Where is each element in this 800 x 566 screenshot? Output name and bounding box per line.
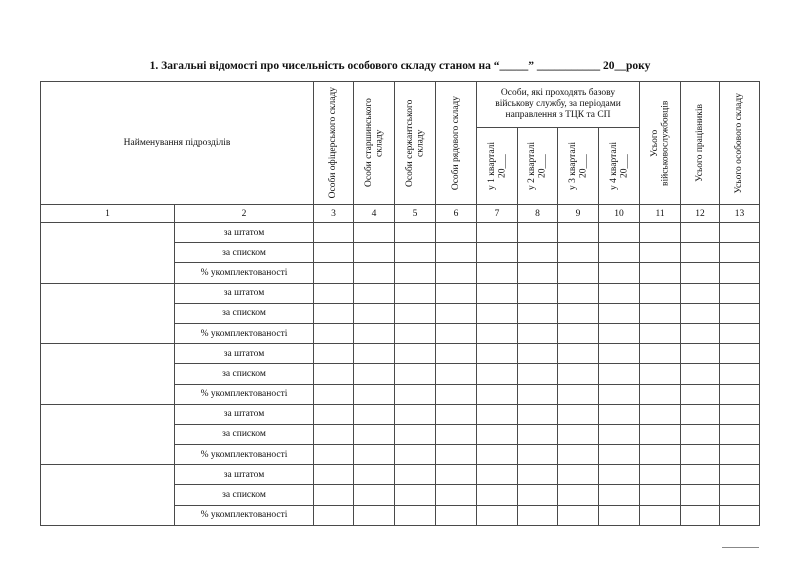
- value-cell[interactable]: [354, 303, 395, 323]
- value-cell[interactable]: [314, 384, 354, 404]
- value-cell[interactable]: [477, 323, 518, 343]
- value-cell[interactable]: [681, 445, 720, 465]
- row-label-list: за списком: [175, 485, 314, 505]
- value-cell[interactable]: [436, 283, 477, 303]
- value-cell[interactable]: [518, 505, 558, 525]
- table-row: [41, 465, 760, 485]
- value-cell[interactable]: [720, 404, 760, 424]
- value-cell[interactable]: [477, 223, 518, 243]
- value-cell[interactable]: [518, 263, 558, 283]
- value-cell[interactable]: [599, 243, 640, 263]
- column-number: 11: [640, 205, 681, 223]
- value-cell[interactable]: [640, 445, 681, 465]
- value-cell[interactable]: [314, 465, 354, 485]
- value-cell[interactable]: [681, 323, 720, 343]
- value-cell[interactable]: [599, 465, 640, 485]
- table-row: [41, 344, 760, 364]
- value-cell[interactable]: [558, 445, 599, 465]
- value-cell[interactable]: [558, 364, 599, 384]
- value-cell[interactable]: [314, 505, 354, 525]
- row-label-completeness: % укомплектованості: [175, 323, 314, 343]
- value-cell[interactable]: [477, 303, 518, 323]
- value-cell[interactable]: [518, 303, 558, 323]
- value-cell[interactable]: [558, 344, 599, 364]
- value-cell[interactable]: [640, 465, 681, 485]
- value-cell[interactable]: [558, 404, 599, 424]
- header-q4-label: у 4 кварталі 20___: [608, 142, 630, 191]
- value-cell[interactable]: [599, 323, 640, 343]
- value-cell[interactable]: [436, 404, 477, 424]
- value-cell[interactable]: [518, 445, 558, 465]
- header-q3-label: у 3 кварталі 20___: [567, 142, 589, 191]
- header-units-name: [41, 82, 314, 205]
- value-cell[interactable]: [518, 323, 558, 343]
- value-cell[interactable]: [395, 485, 436, 505]
- value-cell[interactable]: [599, 303, 640, 323]
- header-officers: [314, 82, 354, 205]
- row-label-staff: за штатом: [175, 404, 314, 424]
- value-cell[interactable]: [354, 505, 395, 525]
- header-sergeants-label: Особи сержантського складу: [404, 99, 426, 187]
- row-label-staff: за штатом: [175, 465, 314, 485]
- value-cell[interactable]: [640, 404, 681, 424]
- value-cell[interactable]: [314, 404, 354, 424]
- value-cell[interactable]: [640, 384, 681, 404]
- value-cell[interactable]: [681, 485, 720, 505]
- value-cell[interactable]: [436, 223, 477, 243]
- header-q1: [477, 128, 518, 205]
- value-cell[interactable]: [681, 364, 720, 384]
- header-total-military-label: Усього військовослужбовців: [649, 100, 671, 186]
- value-cell[interactable]: [599, 384, 640, 404]
- value-cell[interactable]: [436, 424, 477, 444]
- column-number: 2: [175, 205, 314, 223]
- value-cell[interactable]: [395, 445, 436, 465]
- value-cell[interactable]: [395, 223, 436, 243]
- column-number: 3: [314, 205, 354, 223]
- value-cell[interactable]: [640, 485, 681, 505]
- value-cell[interactable]: [477, 263, 518, 283]
- header-basic-service-group: [477, 82, 640, 128]
- value-cell[interactable]: [681, 303, 720, 323]
- value-cell[interactable]: [558, 485, 599, 505]
- value-cell[interactable]: [436, 344, 477, 364]
- value-cell[interactable]: [720, 465, 760, 485]
- column-number-row: [41, 205, 760, 223]
- value-cell[interactable]: [314, 283, 354, 303]
- value-cell[interactable]: [395, 364, 436, 384]
- value-cell[interactable]: [477, 505, 518, 525]
- value-cell[interactable]: [640, 303, 681, 323]
- column-number: 13: [720, 205, 760, 223]
- value-cell[interactable]: [395, 344, 436, 364]
- value-cell[interactable]: [518, 344, 558, 364]
- value-cell[interactable]: [354, 323, 395, 343]
- value-cell[interactable]: [720, 323, 760, 343]
- value-cell[interactable]: [395, 263, 436, 283]
- value-cell[interactable]: [314, 303, 354, 323]
- value-cell[interactable]: [558, 263, 599, 283]
- value-cell[interactable]: [599, 445, 640, 465]
- value-cell[interactable]: [477, 424, 518, 444]
- value-cell[interactable]: [354, 445, 395, 465]
- column-number: 12: [681, 205, 720, 223]
- value-cell[interactable]: [436, 323, 477, 343]
- value-cell[interactable]: [681, 223, 720, 243]
- value-cell[interactable]: [436, 465, 477, 485]
- header-total-personnel: [720, 82, 760, 205]
- value-cell[interactable]: [518, 404, 558, 424]
- header-sergeant-major-label: Особи старшинського складу: [363, 98, 385, 188]
- value-cell[interactable]: [436, 384, 477, 404]
- value-cell[interactable]: [395, 404, 436, 424]
- row-label-staff: за штатом: [175, 344, 314, 364]
- row-label-completeness: % укомплектованості: [175, 505, 314, 525]
- header-total-military: [640, 82, 681, 205]
- value-cell[interactable]: [599, 424, 640, 444]
- value-cell[interactable]: [558, 465, 599, 485]
- column-number: 6: [436, 205, 477, 223]
- table-row: [41, 223, 760, 243]
- value-cell[interactable]: [720, 485, 760, 505]
- value-cell[interactable]: [354, 263, 395, 283]
- value-cell[interactable]: [720, 344, 760, 364]
- unit-name-cell[interactable]: [41, 344, 175, 405]
- column-number: 4: [354, 205, 395, 223]
- value-cell[interactable]: [518, 424, 558, 444]
- value-cell[interactable]: [395, 303, 436, 323]
- page-title: 1. Загальні відомості про чисельність особового складу станом на “_____” ___________ 20__року: [149, 60, 651, 72]
- value-cell[interactable]: [640, 243, 681, 263]
- value-cell[interactable]: [558, 283, 599, 303]
- value-cell[interactable]: [395, 424, 436, 444]
- header-privates: [436, 82, 477, 205]
- header-q2: [518, 128, 558, 205]
- value-cell[interactable]: [599, 485, 640, 505]
- value-cell[interactable]: [354, 283, 395, 303]
- value-cell[interactable]: [354, 424, 395, 444]
- value-cell[interactable]: [720, 384, 760, 404]
- value-cell[interactable]: [314, 223, 354, 243]
- value-cell[interactable]: [720, 283, 760, 303]
- unit-name-cell[interactable]: [41, 404, 175, 465]
- value-cell[interactable]: [558, 424, 599, 444]
- value-cell[interactable]: [518, 223, 558, 243]
- value-cell[interactable]: [436, 243, 477, 263]
- header-sergeant-major: [354, 82, 395, 205]
- value-cell[interactable]: [436, 505, 477, 525]
- header-basic-service-group-label: Особи, які проходять базову військову службу, за періодами направлення з ТЦК та СП: [495, 88, 621, 120]
- value-cell[interactable]: [558, 505, 599, 525]
- value-cell[interactable]: [681, 384, 720, 404]
- value-cell[interactable]: [477, 465, 518, 485]
- table-row: [41, 404, 760, 424]
- value-cell[interactable]: [599, 505, 640, 525]
- value-cell[interactable]: [558, 223, 599, 243]
- value-cell[interactable]: [314, 445, 354, 465]
- value-cell[interactable]: [640, 263, 681, 283]
- value-cell[interactable]: [640, 364, 681, 384]
- row-label-completeness: % укомплектованості: [175, 384, 314, 404]
- value-cell[interactable]: [314, 263, 354, 283]
- value-cell[interactable]: [395, 323, 436, 343]
- value-cell[interactable]: [599, 344, 640, 364]
- value-cell[interactable]: [518, 283, 558, 303]
- header-q4: [599, 128, 640, 205]
- value-cell[interactable]: [599, 404, 640, 424]
- value-cell[interactable]: [558, 384, 599, 404]
- value-cell[interactable]: [477, 384, 518, 404]
- value-cell[interactable]: [599, 364, 640, 384]
- value-cell[interactable]: [518, 243, 558, 263]
- row-label-list: за списком: [175, 243, 314, 263]
- value-cell[interactable]: [354, 485, 395, 505]
- row-label-completeness: % укомплектованості: [175, 445, 314, 465]
- value-cell[interactable]: [395, 243, 436, 263]
- value-cell[interactable]: [640, 323, 681, 343]
- value-cell[interactable]: [681, 243, 720, 263]
- value-cell[interactable]: [720, 223, 760, 243]
- value-cell[interactable]: [354, 404, 395, 424]
- value-cell[interactable]: [558, 243, 599, 263]
- unit-name-cell[interactable]: [41, 283, 175, 344]
- value-cell[interactable]: [640, 344, 681, 364]
- value-cell[interactable]: [477, 243, 518, 263]
- header-q3: [558, 128, 599, 205]
- value-cell[interactable]: [436, 263, 477, 283]
- value-cell[interactable]: [681, 424, 720, 444]
- value-cell[interactable]: [640, 505, 681, 525]
- value-cell[interactable]: [518, 384, 558, 404]
- value-cell[interactable]: [640, 424, 681, 444]
- value-cell[interactable]: [558, 323, 599, 343]
- value-cell[interactable]: [314, 323, 354, 343]
- value-cell[interactable]: [599, 263, 640, 283]
- value-cell[interactable]: [395, 384, 436, 404]
- value-cell[interactable]: [436, 303, 477, 323]
- value-cell[interactable]: [681, 404, 720, 424]
- header-units-name-label: Найменування підрозділів: [123, 138, 231, 148]
- row-label-list: за списком: [175, 303, 314, 323]
- value-cell[interactable]: [720, 424, 760, 444]
- value-cell[interactable]: [477, 283, 518, 303]
- value-cell[interactable]: [314, 243, 354, 263]
- value-cell[interactable]: [354, 344, 395, 364]
- footer-rule: [722, 547, 759, 548]
- value-cell[interactable]: [720, 445, 760, 465]
- row-label-staff: за штатом: [175, 223, 314, 243]
- row-label-staff: за штатом: [175, 283, 314, 303]
- header-total-workers-label: Усього працівників: [694, 104, 705, 182]
- column-number: 1: [41, 205, 175, 223]
- value-cell[interactable]: [395, 465, 436, 485]
- value-cell[interactable]: [354, 465, 395, 485]
- value-cell[interactable]: [640, 223, 681, 243]
- value-cell[interactable]: [477, 445, 518, 465]
- header-privates-label: Особи рядового складу: [450, 95, 461, 191]
- column-number: 7: [477, 205, 518, 223]
- row-label-completeness: % укомплектованості: [175, 263, 314, 283]
- value-cell[interactable]: [477, 485, 518, 505]
- header-q2-label: у 2 кварталі 20___: [527, 142, 548, 191]
- table-row: [41, 283, 760, 303]
- value-cell[interactable]: [720, 303, 760, 323]
- value-cell[interactable]: [477, 364, 518, 384]
- value-cell[interactable]: [354, 364, 395, 384]
- value-cell[interactable]: [477, 344, 518, 364]
- value-cell[interactable]: [681, 344, 720, 364]
- value-cell[interactable]: [436, 485, 477, 505]
- value-cell[interactable]: [477, 404, 518, 424]
- value-cell[interactable]: [518, 465, 558, 485]
- column-number: 10: [599, 205, 640, 223]
- value-cell[interactable]: [436, 364, 477, 384]
- value-cell[interactable]: [395, 505, 436, 525]
- header-total-personnel-label: Усього особового складу: [734, 92, 745, 194]
- value-cell[interactable]: [599, 223, 640, 243]
- value-cell[interactable]: [436, 445, 477, 465]
- value-cell[interactable]: [681, 505, 720, 525]
- column-number: 9: [558, 205, 599, 223]
- value-cell[interactable]: [518, 364, 558, 384]
- header-sergeants: [395, 82, 436, 205]
- column-number: 8: [518, 205, 558, 223]
- value-cell[interactable]: [640, 283, 681, 303]
- value-cell[interactable]: [354, 384, 395, 404]
- unit-name-cell[interactable]: [41, 223, 175, 284]
- row-label-list: за списком: [175, 424, 314, 444]
- value-cell[interactable]: [599, 283, 640, 303]
- value-cell[interactable]: [314, 364, 354, 384]
- value-cell[interactable]: [314, 424, 354, 444]
- value-cell[interactable]: [720, 505, 760, 525]
- value-cell[interactable]: [558, 303, 599, 323]
- value-cell[interactable]: [354, 223, 395, 243]
- value-cell[interactable]: [681, 465, 720, 485]
- value-cell[interactable]: [681, 263, 720, 283]
- header-total-workers: [681, 82, 720, 205]
- header-officers-label: Особи офіцерського складу: [328, 87, 339, 199]
- value-cell[interactable]: [354, 243, 395, 263]
- row-label-list: за списком: [175, 364, 314, 384]
- value-cell[interactable]: [720, 263, 760, 283]
- header-q1-label: у 1 кварталі 20___: [486, 142, 508, 191]
- value-cell[interactable]: [720, 243, 760, 263]
- value-cell[interactable]: [518, 485, 558, 505]
- personnel-table: [40, 81, 760, 526]
- value-cell[interactable]: [314, 485, 354, 505]
- value-cell[interactable]: [681, 283, 720, 303]
- column-number: 5: [395, 205, 436, 223]
- value-cell[interactable]: [314, 344, 354, 364]
- value-cell[interactable]: [720, 364, 760, 384]
- unit-name-cell[interactable]: [41, 465, 175, 526]
- value-cell[interactable]: [395, 283, 436, 303]
